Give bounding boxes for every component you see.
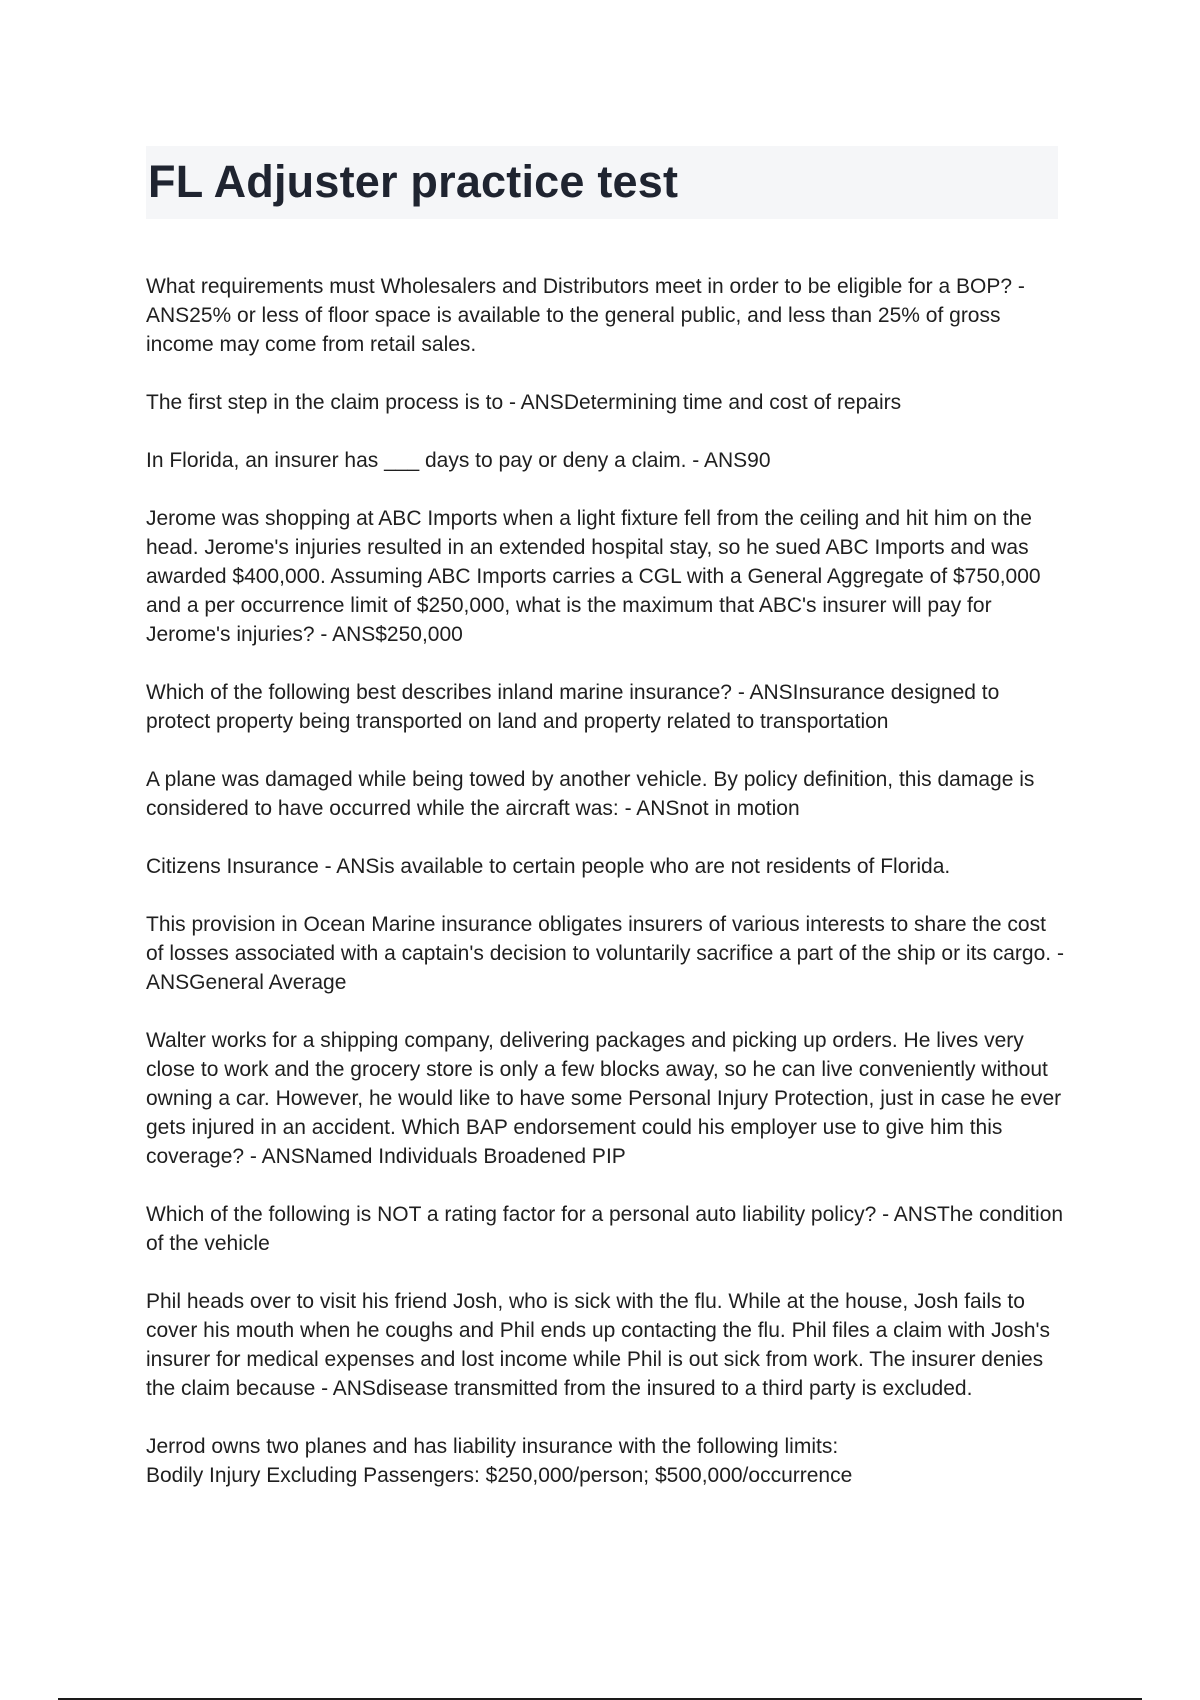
page-title-box [146, 146, 1058, 219]
qa-item: What requirements must Wholesalers and Distributors meet in order to be eligible for a BOP? - ANS25% or less of floor space is available to the general public, and less than 25% of gross income may come from retail sales. [146, 275, 1030, 356]
qa-item: Which of the following is NOT a rating factor for a personal auto liability policy? - ANSThe condition of the vehicle [146, 1203, 1069, 1255]
qa-item: Citizens Insurance - ANSis available to certain people who are not residents of Florida. [146, 855, 951, 878]
qa-item: A plane was damaged while being towed by another vehicle. By policy definition, this damage is considered to have occurred while the aircraft was: - ANSnot in motion [146, 768, 1041, 820]
qa-item: Which of the following best describes inland marine insurance? - ANSInsurance designed to protect property being transported on land and property related to transportation [146, 681, 1006, 733]
page-title: FL Adjuster practice test [148, 156, 679, 207]
qa-item: Phil heads over to visit his friend Josh, who is sick with the flu. While at the house, Josh fails to cover his mouth when he coughs and Phil ends up contacting the flu. Phil files a claim with Josh's insurer for medical expenses and lost income while Phil is out sick from work. The insurer denies the claim because - ANSdisease transmitted from the insured to a third party is excluded. [146, 1290, 1056, 1400]
qa-item: Jerome was shopping at ABC Imports when a light fixture fell from the ceiling and hit him on the head. Jerome's injuries resulted in an extended hospital stay, so he sued ABC Imports and was awarded $400,000. Assuming ABC Imports carries a CGL with a General Aggregate of $750,000 and a per occurrence limit of $250,000, what is the maximum that ABC's insurer will pay for Jerome's injuries? - ANS$250,000 [146, 507, 1047, 646]
qa-list [146, 272, 1069, 1490]
qa-item: Jerrod owns two planes and has liability insurance with the following limits: Bodily Injury Excluding Passengers: $250,000/person; $500,000/occurrence [146, 1435, 853, 1487]
qa-item: This provision in Ocean Marine insurance obligates insurers of various interests to share the cost of losses associated with a captain's decision to voluntarily sacrifice a part of the ship or its cargo. - ANSGeneral Average [146, 913, 1069, 994]
qa-item: In Florida, an insurer has ___ days to pay or deny a claim. - ANS90 [146, 449, 771, 472]
qa-item: The first step in the claim process is to - ANSDetermining time and cost of repairs [146, 391, 902, 414]
qa-item: Walter works for a shipping company, delivering packages and picking up orders. He lives very close to work and the grocery store is only a few blocks away, so he can live conveniently without owning a car. However, he would like to have some Personal Injury Protection, just in case he ever gets injured in an accident. Which BAP endorsement could his employer use to give him this coverage? - ANSNamed Individuals Broadened PIP [146, 1029, 1067, 1168]
